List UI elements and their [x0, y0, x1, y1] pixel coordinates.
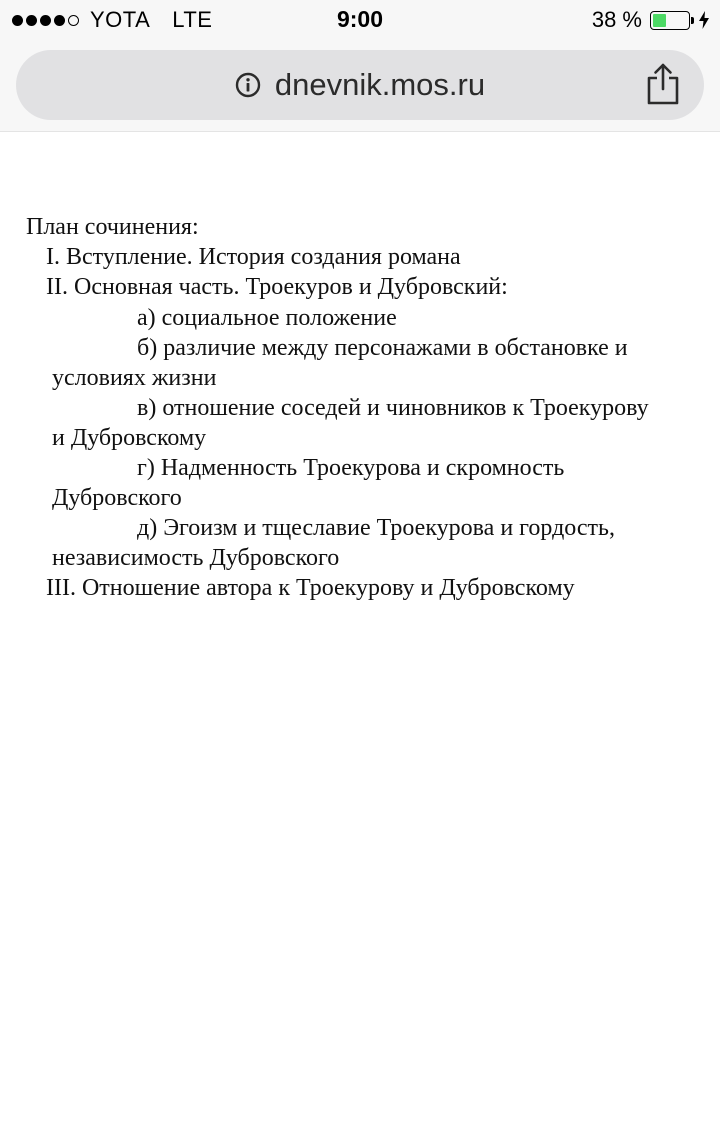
- status-bar-right: [592, 7, 710, 33]
- plan-subitem-b-continued: условиях жизни: [52, 365, 217, 391]
- plan-subitem-c: в) отношение соседей и чиновников к Троекурову: [137, 395, 649, 421]
- battery-tip: [691, 17, 694, 24]
- plan-subitem-e-continued: независимость Дубровского: [52, 545, 340, 571]
- plan-item-introduction: I. Вступление. История создания романа: [46, 244, 461, 270]
- document-body: [0, 132, 720, 1128]
- plan-item-main-part: II. Основная часть. Троекуров и Дубровский:: [46, 274, 508, 300]
- plan-subitem-b: б) различие между персонажами в обстановке и: [137, 335, 628, 361]
- document-title: План сочинения:: [26, 214, 199, 240]
- info-icon[interactable]: [235, 72, 261, 98]
- url-text[interactable]: dnevnik.mos.ru: [274, 67, 486, 102]
- status-time: 9:00: [336, 6, 384, 32]
- plan-subitem-d: г) Надменность Троекурова и скромность: [137, 455, 565, 481]
- battery-icon: [650, 11, 690, 30]
- charging-bolt-icon: [698, 11, 710, 29]
- plan-item-conclusion: III. Отношение автора к Троекурову и Дубровскому: [46, 575, 575, 601]
- browser-nav-bar: [0, 40, 720, 132]
- status-bar: [0, 0, 720, 40]
- plan-subitem-a: а) социальное положение: [137, 305, 397, 331]
- network-type: LTE: [172, 7, 213, 32]
- battery-fill: [653, 14, 666, 27]
- address-bar-content: [16, 50, 704, 120]
- plan-subitem-d-continued: Дубровского: [52, 485, 182, 511]
- address-bar[interactable]: [16, 50, 704, 120]
- share-icon[interactable]: [646, 63, 680, 105]
- carrier-name: YOTA: [90, 7, 151, 32]
- plan-subitem-e: д) Эгоизм и тщеславие Троекурова и гордость,: [137, 515, 615, 541]
- plan-subitem-c-continued: и Дубровскому: [52, 425, 207, 451]
- battery-percent: 38 %: [591, 7, 642, 32]
